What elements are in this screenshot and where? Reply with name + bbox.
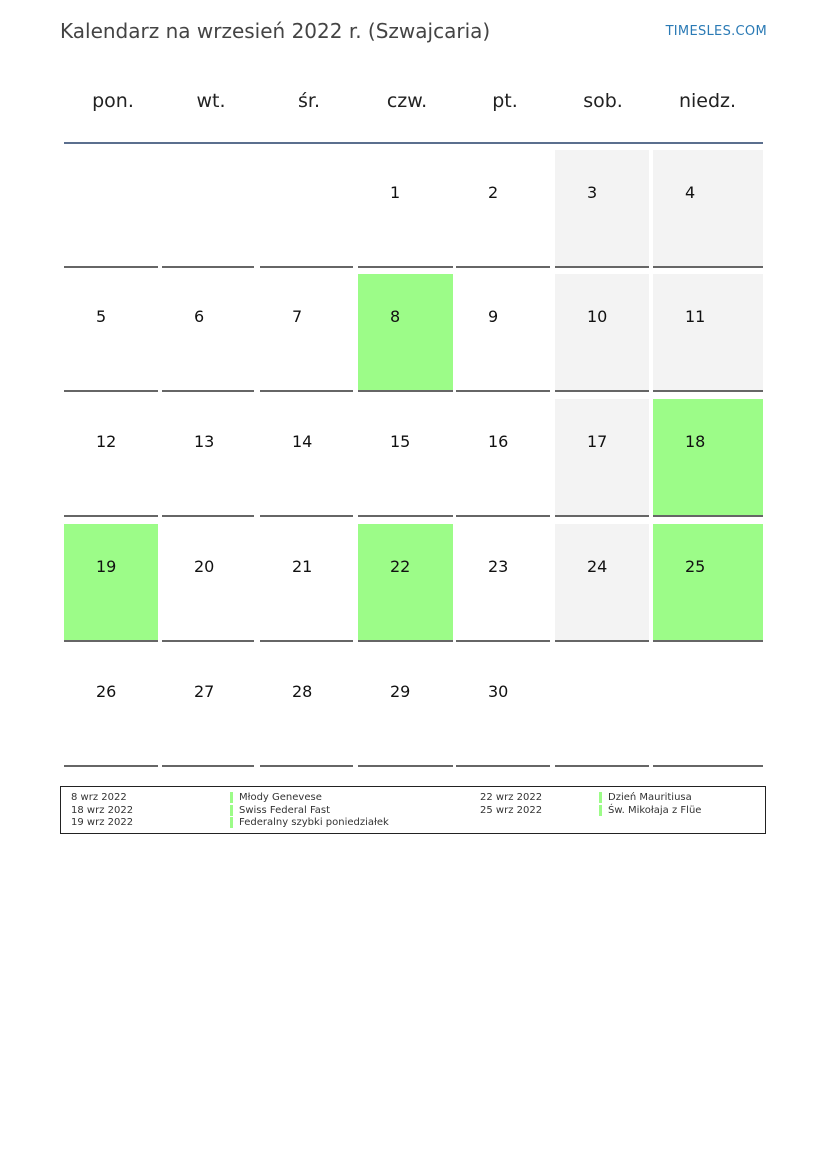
day-number: 17 — [587, 432, 608, 451]
day-number: 6 — [194, 307, 205, 326]
day-cell-3 — [555, 150, 649, 268]
legend-date: 19 wrz 2022 — [71, 817, 134, 828]
day-cell-18 — [653, 399, 763, 517]
day-cell-30 — [456, 649, 550, 767]
empty-day-cell — [162, 150, 254, 268]
day-number: 10 — [587, 307, 608, 326]
day-number: 11 — [685, 307, 706, 326]
legend-date: 25 wrz 2022 — [480, 804, 543, 816]
brand-link[interactable]: TIMESLES.COM — [665, 24, 767, 39]
day-cell-15 — [358, 399, 453, 517]
day-number: 20 — [194, 557, 215, 576]
legend-holiday-name: Swiss Federal Fast — [230, 805, 330, 816]
day-cell-13 — [162, 399, 254, 517]
day-number: 5 — [96, 307, 107, 326]
legend-date: 22 wrz 2022 — [480, 792, 543, 803]
day-number: 2 — [488, 183, 499, 202]
day-number: 26 — [96, 682, 117, 701]
legend-holiday-name: Dzień Mauritiusa — [599, 792, 692, 803]
weekday-mon: pon. — [92, 90, 134, 112]
day-cell-6 — [162, 274, 254, 392]
day-cell-14 — [260, 399, 353, 517]
day-number: 13 — [194, 432, 215, 451]
empty-day-cell — [260, 150, 353, 268]
weekday-tue: wt. — [196, 90, 226, 112]
weekday-fri: pt. — [492, 90, 518, 112]
weekday-header-row — [64, 90, 763, 118]
legend-holiday-name: Młody Genevese — [230, 792, 322, 803]
day-cell-28 — [260, 649, 353, 767]
day-number: 24 — [587, 557, 608, 576]
day-cell-20 — [162, 524, 254, 642]
day-cell-16 — [456, 399, 550, 517]
weekday-thu: czw. — [386, 90, 428, 112]
day-number: 29 — [390, 682, 411, 701]
day-cell-4 — [653, 150, 763, 268]
weekday-wed: śr. — [297, 90, 320, 112]
day-number: 27 — [194, 682, 215, 701]
legend-holiday-name: Św. Mikołaja z Flüe — [599, 805, 701, 816]
empty-day-cell — [64, 150, 158, 268]
day-cell-23 — [456, 524, 550, 642]
day-cell-26 — [64, 649, 158, 767]
day-cell-11 — [653, 274, 763, 392]
day-cell-21 — [260, 524, 353, 642]
legend-holiday-name: Federalny szybki poniedziałek — [230, 817, 389, 828]
day-number: 4 — [685, 183, 696, 202]
empty-day-cell — [653, 649, 763, 767]
holiday-legend — [60, 786, 766, 834]
day-cell-2 — [456, 150, 550, 268]
legend-date: 18 wrz 2022 — [71, 804, 134, 816]
day-cell-29 — [358, 649, 453, 767]
day-cell-12 — [64, 399, 158, 517]
day-number: 21 — [292, 557, 313, 576]
day-number: 7 — [292, 307, 303, 326]
day-number: 30 — [488, 682, 509, 701]
day-number: 9 — [488, 307, 499, 326]
day-number: 28 — [292, 682, 313, 701]
day-number: 8 — [390, 307, 401, 326]
calendar-grid — [64, 150, 763, 770]
day-number: 25 — [685, 557, 706, 576]
weekday-sat: sob. — [583, 90, 623, 112]
day-number: 18 — [685, 432, 706, 451]
day-number: 16 — [488, 432, 509, 451]
day-number: 3 — [587, 183, 598, 202]
day-number: 1 — [390, 183, 401, 202]
day-number: 23 — [488, 557, 509, 576]
header-divider — [64, 142, 763, 144]
day-cell-22 — [358, 524, 453, 642]
day-cell-27 — [162, 649, 254, 767]
page-title: Kalendarz na wrzesień 2022 r. (Szwajcaria) — [60, 19, 491, 43]
day-cell-10 — [555, 274, 649, 392]
day-cell-25 — [653, 524, 763, 642]
day-cell-1 — [358, 150, 453, 268]
day-number: 12 — [96, 432, 117, 451]
day-number: 15 — [390, 432, 411, 451]
empty-day-cell — [555, 649, 649, 767]
day-cell-9 — [456, 274, 550, 392]
weekday-sun: niedz. — [678, 90, 737, 112]
day-number: 19 — [96, 557, 117, 576]
day-number: 14 — [292, 432, 313, 451]
day-cell-19 — [64, 524, 158, 642]
day-cell-24 — [555, 524, 649, 642]
day-cell-8 — [358, 274, 453, 392]
day-cell-7 — [260, 274, 353, 392]
day-cell-5 — [64, 274, 158, 392]
day-number: 22 — [390, 557, 411, 576]
day-cell-17 — [555, 399, 649, 517]
legend-date: 8 wrz 2022 — [71, 792, 127, 803]
